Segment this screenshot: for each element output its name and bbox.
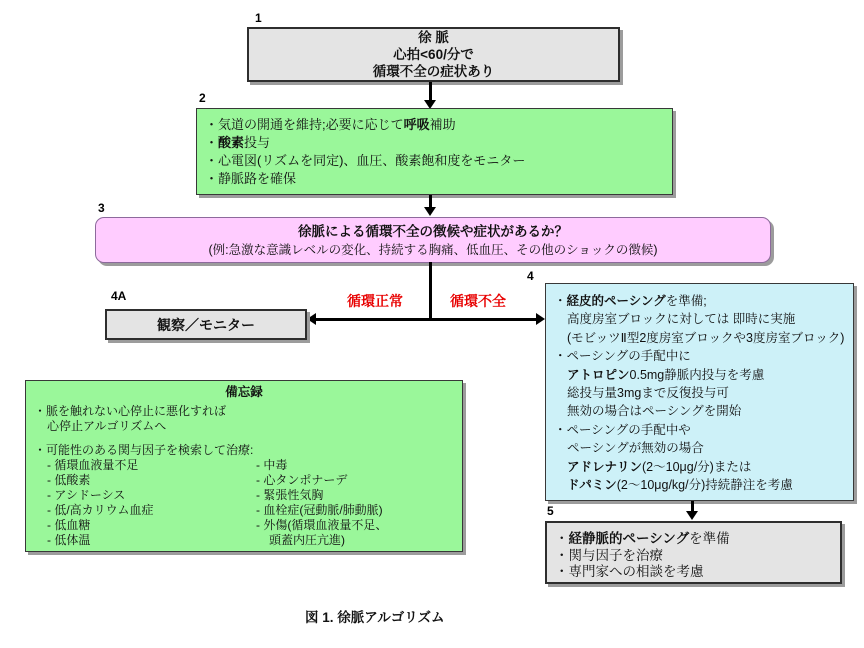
box-bradycardia-definition: 徐 脈 心拍<60/分で 循環不全の症状あり <box>247 27 620 82</box>
memo-intro-lines: ・脈を触れない心停止に悪化すれば 心停止アルゴリズムへ ・可能性のある関与因子を検索して治療: <box>34 404 254 457</box>
memo-columns <box>34 458 454 548</box>
box-pacing-preparation: ・経皮的ペーシングを準備; 高度房室ブロックに対しては 即時に実施 (モビッツⅡ型2度房室ブロックや3度房室ブロック) ・ペーシングの手配中に アトロピン0.5mg静脈内投与を考慮 総投与量3mgまで反復投与可 無効の場合はペーシングを開始 ・ペーシングの手配中や ペーシングが無効の場合 アドレナリン(2～10μg/分)または ドパミン(2～10μg/kg/分)持続静注を考慮 <box>545 283 854 501</box>
branch-cross-line <box>314 318 538 321</box>
step-number-5: 5 <box>547 504 554 518</box>
memo-causes-right: - 中毒 - 心タンポナーデ - 緊張性気胸 - 血栓症(冠動脈/肺動脈) - 外傷(循環血液量不足、 頭蓋内圧亢進) <box>256 458 388 547</box>
memo-title: 備忘録 <box>225 385 263 399</box>
box-observe-monitor <box>105 309 307 340</box>
step-number-3: 3 <box>98 201 105 215</box>
arrow-head-to-4a <box>307 313 316 325</box>
figure-caption: 図 1. 徐脈アルゴリズム <box>305 610 445 625</box>
label-circulation-poor: 循環不全 <box>450 293 506 309</box>
arrow-head-to-4 <box>536 313 545 325</box>
step-number-2: 2 <box>199 91 206 105</box>
arrow-head-4-5 <box>686 511 698 520</box>
step-number-4: 4 <box>527 269 534 283</box>
memo-causes-left: - 循環血液量不足 - 低酸素 - アシドーシス - 低/高カリウム血症 - 低血糖 - 低体温 <box>47 458 154 547</box>
label-circulation-normal: 循環正常 <box>347 293 403 309</box>
step-number-1: 1 <box>255 11 262 25</box>
branch-stem-line <box>429 262 432 321</box>
box-initial-care: ・気道の開通を維持;必要に応じて呼吸補助 ・酸素投与 ・心電図(リズムを同定)、血圧、酸素飽和度をモニター ・静脈路を確保 <box>196 108 673 195</box>
step-number-4a: 4A <box>111 289 127 303</box>
box-perfusion-question: 徐脈による循環不全の徴候や症状があるか？ (例:急激な意識レベルの変化、持続する胸痛、低血圧、その他のショックの徴候) <box>95 217 771 263</box>
memo-box <box>25 380 463 552</box>
arrow-head-2-3 <box>424 207 436 216</box>
arrow-line-1-2 <box>429 82 432 102</box>
box-followup-actions: ・経静脈的ペーシングを準備 ・関与因子を治療 ・専門家への相談を考慮 <box>545 521 842 584</box>
observe-monitor-label: 観察／モニター <box>157 316 255 333</box>
